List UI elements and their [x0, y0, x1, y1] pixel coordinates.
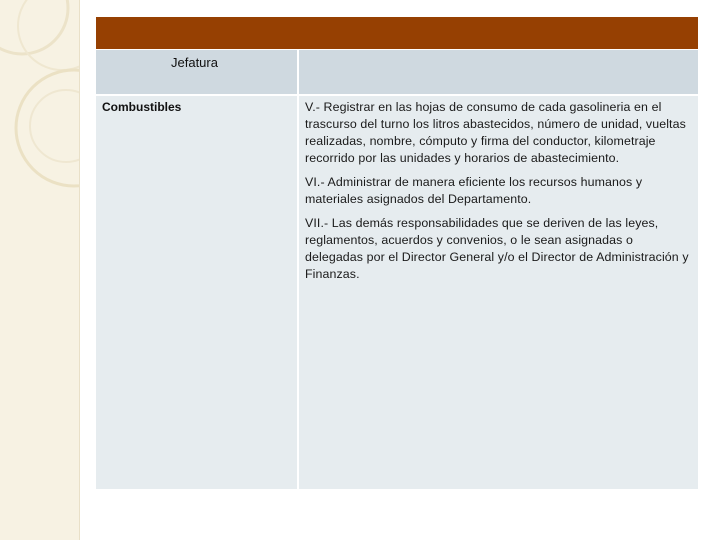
header-cell-empty [299, 50, 698, 94]
header-cell-jefatura [96, 50, 297, 94]
decorative-side-panel [0, 0, 80, 540]
header-label: Jefatura [171, 55, 218, 70]
row-label-cell [96, 96, 297, 489]
row-content-cell [299, 96, 698, 489]
table-title-bar [96, 17, 698, 49]
responsibility-v: V.- Registrar en las hojas de consumo de cada gasolineria en el trascurso del turno los litros abastecidos, número de unidad, vueltas realizadas, nombre, cómputo y firma del conductor, kilometraje recorrido por las unidades y horarios de abastecimiento. [305, 100, 686, 165]
decorative-circles-graphic [0, 0, 79, 540]
responsibility-vii: VII.- Las demás responsabilidades que se deriven de las leyes, reglamentos, acuerdos y convenios, o le sean asignadas o delegadas por el Director General y/o el Director de Administración y Finanzas. [305, 216, 689, 281]
row-label: Combustibles [102, 100, 182, 114]
responsibilities-table [96, 17, 698, 489]
table-header-row [96, 50, 698, 94]
responsibility-vi: VI.- Administrar de manera eficiente los recursos humanos y materiales asignados del Departamento. [305, 175, 643, 206]
table-row [96, 96, 698, 489]
